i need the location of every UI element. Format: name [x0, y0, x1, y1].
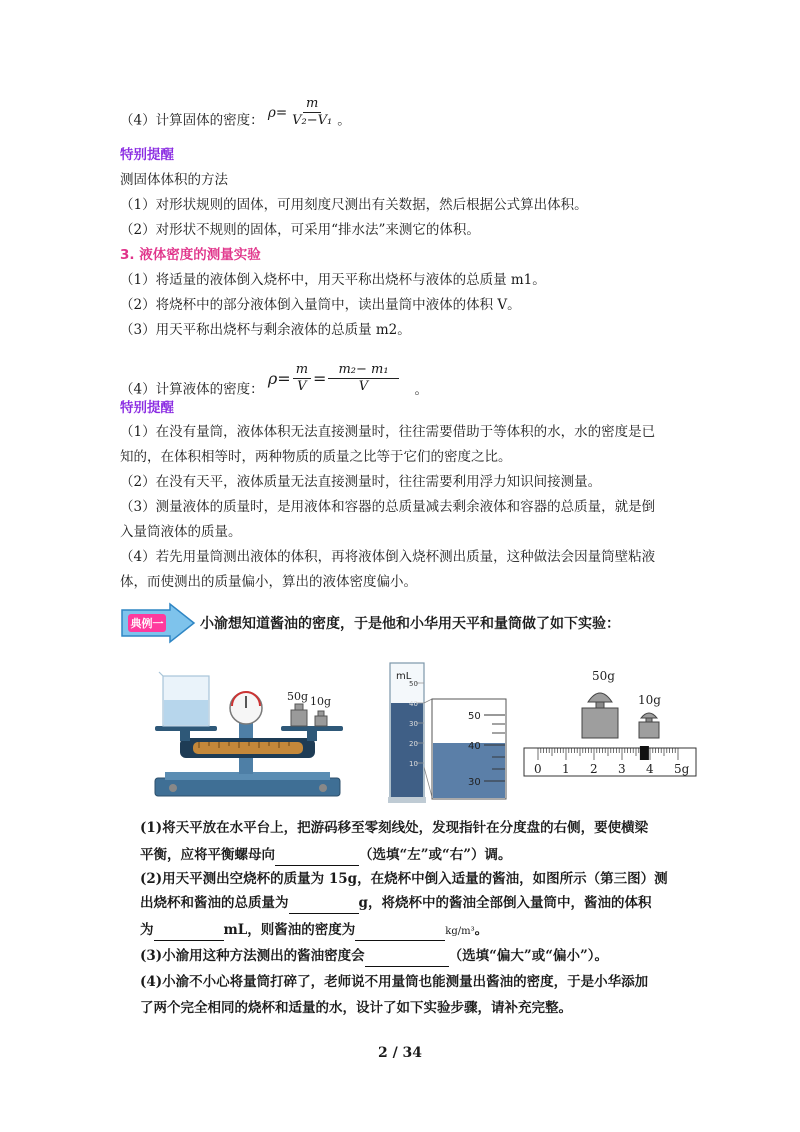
- answer-blank-1[interactable]: [275, 845, 359, 866]
- question-4-line-2: 了两个完全相同的烧杯和适量的水，设计了如下实验步骤，请补充完整。: [140, 1000, 572, 1016]
- liquid-step: （1）将适量的液体倒入烧杯中，用天平称出烧杯与液体的总质量 m1。: [120, 272, 546, 288]
- tip2-line: 入量筒液体的质量。: [120, 524, 242, 540]
- formula-fraction: $\frac{m}{\text{V₂−V₁}}$: [292, 96, 333, 128]
- cylinder-unit: mL: [396, 671, 412, 682]
- ruler-label: 1: [562, 762, 570, 776]
- weights-figure: [520, 660, 700, 782]
- question-2-line-1: (2)用天平测出空烧杯的质量为 15g，在烧杯中倒入适量的酱油，如图所示（第三图）测: [140, 871, 668, 887]
- liquid-density-formula: ρ = $\frac{m}{V}$ = $\frac{\text{m₂− m₁}}{V}$: [268, 362, 401, 395]
- answer-blank-total-mass[interactable]: [289, 893, 359, 914]
- cylinder-tick: 50: [409, 680, 418, 688]
- ruler-label: 3: [618, 762, 626, 776]
- example-prompt: 小渝想知道酱油的密度，于是他和小华用天平和量筒做了如下实验：: [200, 616, 620, 632]
- cylinder-tick: 40: [409, 700, 418, 708]
- question-2-line-2: 出烧杯和酱油的总质量为 g，将烧杯中的酱油全部倒入量筒中，酱油的体积: [140, 893, 651, 914]
- tip2-line: （4）若先用量筒测出液体的体积，再将液体倒入烧杯测出质量，这种做法会因量筒壁粘液: [120, 549, 656, 565]
- liquid-density-step: （4）计算液体的密度： ρ = $\frac{m}{V}$ = $\frac{\text{m₂− m₁}}{V}$ 。: [120, 362, 429, 398]
- tip2-line: （3）测量液体的质量时，是用液体和容器的总质量减去剩余液体和容器的总质量，就是倒: [120, 499, 656, 515]
- solid-density-step: （4）计算固体的密度： ρ = $\frac{m}{\text{V₂−V₁}}$ 。: [120, 96, 351, 129]
- page-number: 2 / 34: [377, 1045, 423, 1061]
- tip-heading-1: 特别提醒: [120, 147, 174, 163]
- zoom-tick: 30: [468, 777, 481, 788]
- liquid-step: （2）将烧杯中的部分液体倒入量筒中，读出量筒中液体的体积 V。: [120, 297, 521, 313]
- cylinder-tick: 20: [409, 740, 418, 748]
- ruler-label: 5g: [674, 762, 690, 776]
- ruler-label: 0: [534, 762, 542, 776]
- liquid-step4-label: （4）计算液体的密度：: [120, 381, 264, 398]
- ruler-label: 4: [646, 762, 654, 776]
- balance-mass-10g: 10g: [310, 695, 332, 708]
- balance-mass-50g: 50g: [287, 690, 309, 703]
- tip1-line: （1）对形状规则的固体，可用刻度尺测出有关数据，然后根据公式算出体积。: [120, 197, 588, 213]
- density-unit: kg/m³: [445, 926, 475, 937]
- tip-heading-2: 特别提醒: [120, 400, 174, 416]
- ruler-label: 2: [590, 762, 598, 776]
- weight-50g-label: 50g: [592, 669, 615, 683]
- formula-fraction: $\frac{\text{m₂− m₁}}{V}$: [328, 362, 398, 395]
- tip1-line: （2）对形状不规则的固体，可采用“排水法”来测它的体积。: [120, 222, 480, 238]
- solid-density-formula: ρ = $\frac{m}{\text{V₂−V₁}}$: [268, 96, 337, 129]
- tip1-line: 测固体体积的方法: [120, 172, 228, 188]
- question-3: (3)小渝用这种方法测出的酱油密度会 （选填“偏大”或“偏小”）。: [140, 946, 608, 967]
- answer-blank-3[interactable]: [365, 946, 449, 967]
- ruler-rider: [640, 746, 649, 760]
- weight-10g-label: 10g: [638, 693, 661, 707]
- cylinder-figure: [388, 657, 508, 805]
- liquid-step: （3）用天平称出烧杯与剩余液体的总质量 m2。: [120, 322, 411, 338]
- tip2-line: 知的，在体积相等时，两种物质的质量之比等于它们的密度之比。: [120, 449, 512, 465]
- tip2-line: （1）在没有量筒，液体体积无法直接测量时，往往需要借助于等体积的水，水的密度是已: [120, 424, 656, 440]
- cylinder-tick: 10: [409, 760, 418, 768]
- formula-fraction: $\frac{m}{V}$: [293, 362, 311, 395]
- example-badge-arrow: [120, 602, 198, 644]
- solid-step-label: （4）计算固体的密度：: [120, 112, 264, 129]
- answer-blank-density[interactable]: [355, 920, 445, 941]
- balance-figure: [135, 660, 360, 808]
- example-badge: 典例一: [130, 618, 164, 630]
- zoom-tick: 50: [468, 711, 481, 722]
- answer-blank-volume[interactable]: [154, 920, 224, 941]
- question-1-line-1: (1)将天平放在水平台上，把游码移至零刻线处，发现指针在分度盘的右侧，要使横梁: [140, 820, 649, 836]
- section-heading-3: 3. 液体密度的测量实验: [120, 247, 261, 263]
- cylinder-tick: 30: [409, 720, 418, 728]
- tip2-line: （2）在没有天平，液体质量无法直接测量时，往往需要利用浮力知识间接测量。: [120, 474, 602, 490]
- question-2-line-3: 为 mL，则酱油的密度为 kg/m³。: [140, 920, 488, 942]
- question-4-line-1: (4)小渝不小心将量筒打碎了，老师说不用量筒也能测量出酱油的密度，于是小华添加: [140, 974, 649, 990]
- tip2-line: 体，而使测出的质量偏小，算出的液体密度偏小。: [120, 574, 417, 590]
- question-1-line-2: 平衡，应将平衡螺母向 （选填“左”或“右”）调。: [140, 845, 512, 866]
- zoom-tick: 40: [468, 741, 481, 752]
